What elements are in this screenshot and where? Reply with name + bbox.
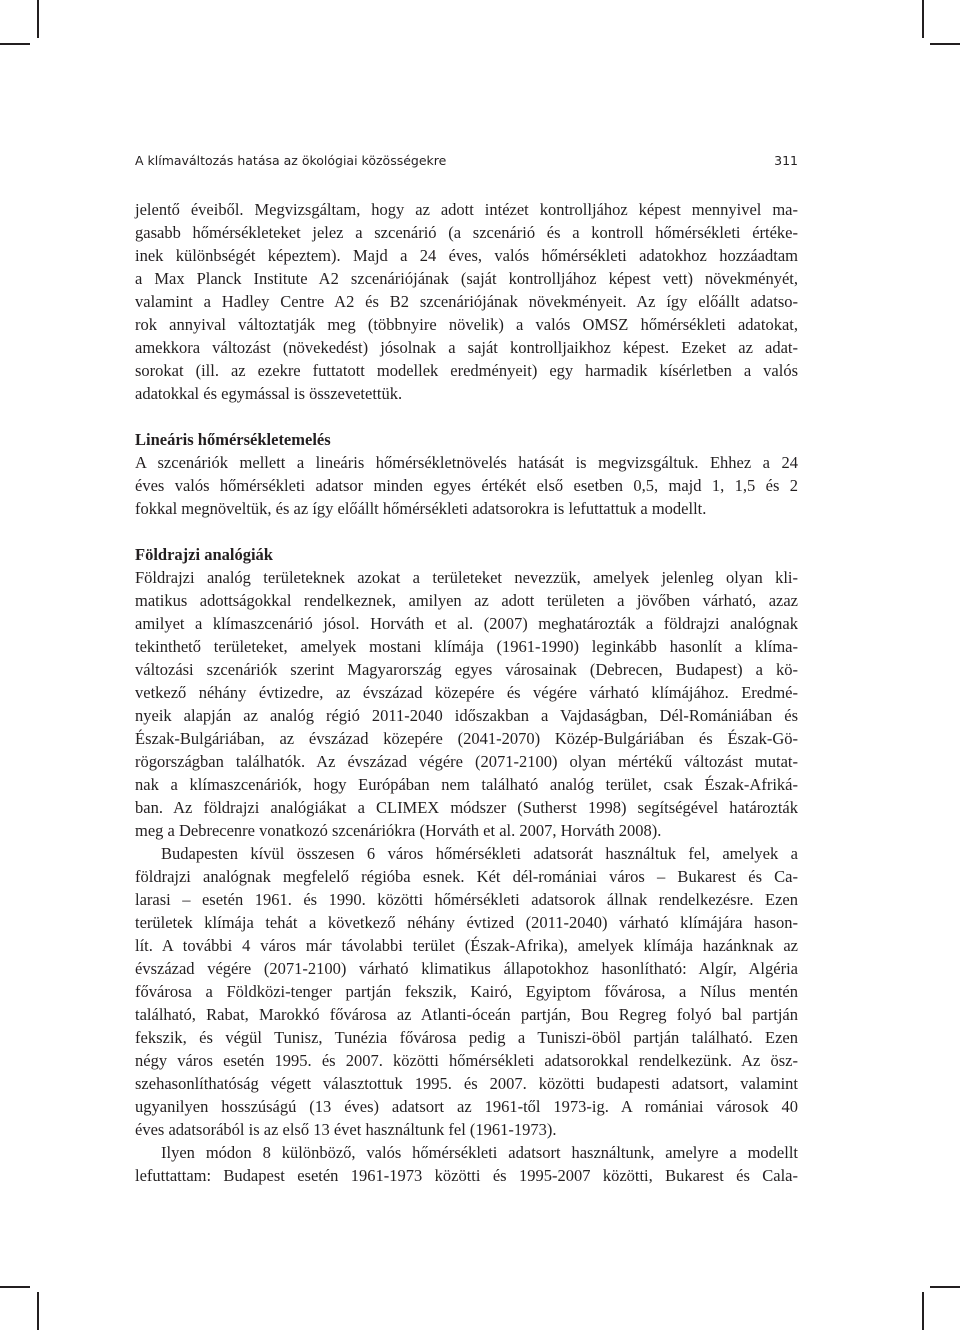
paragraph (135, 1141, 798, 1187)
text-line: ban. Az földrajzi analógiákat a CLIMEX módszer (Sutherst 1998) segítségével határozták (135, 798, 798, 817)
section-gap (135, 405, 798, 428)
crop-mark (37, 0, 39, 38)
page-body (135, 198, 798, 1187)
text-line: éves adatsorából is az első 13 évet használtunk fel (1961-1973). (135, 1120, 557, 1139)
crop-mark (37, 1292, 39, 1330)
text-line: éves valós hőmérsékleti adatsor minden egyes értékét első esetben 0,5, majd 1, 1,5 és 2 (135, 476, 798, 495)
text-line: területek klímája tehát a következő néhány évtized (2011-2040) várható klímájára hason- (135, 913, 798, 932)
paragraph (135, 566, 798, 842)
text-line: található, Rabat, Marokkó fővárosa az Atlanti-óceán partján, Bou Regreg folyó bal partján (135, 1005, 798, 1024)
text-line: A szcenáriók mellett a lineáris hőmérsékletnövelés hatását is megvizsgáltuk. Ehhez a 24 (135, 453, 798, 472)
text-line: matikus adottságokkal rendelkeznek, amilyen az adott területen a jövőben várható, azaz (135, 591, 798, 610)
text-line: fekszik, és végül Tunisz, Tunézia fővárosa pedig a Tuniszi-öböl partján található. Ezen (135, 1028, 798, 1047)
text-line: nyeik alapján az analóg régió 2011-2040 időszakban a Vajdaságban, Dél-Romániában és (135, 706, 798, 725)
text-line: adatokkal és egymással is összevetettük. (135, 384, 403, 403)
text-line: meg a Debrecenre vonatkozó szcenáriókra (Horváth et al. 2007, Horváth 2008). (135, 821, 662, 840)
crop-mark (930, 43, 960, 45)
text-line: amekkora változást (növekedést) jósolnak a saját kontrolljaikhoz képest. Ezeket az adat- (135, 338, 798, 357)
section-gap (135, 520, 798, 543)
page-number: 311 (774, 153, 798, 168)
section-linear-warming (135, 428, 798, 520)
section-geographic-analogies (135, 543, 798, 1187)
section-heading: Lineáris hőmérsékletemelés (135, 430, 331, 449)
paragraph (135, 842, 798, 1141)
text-line: valamint a Hadley Centre A2 és B2 szcenáriójának növekményeit. Az így előállt adatso- (135, 292, 798, 311)
text-line: nak a klímaszcenáriók, hogy Európában nem található analóg terület, csak Észak-Afriká- (135, 775, 798, 794)
text-line: négy város esetén 1995. és 2007. közötti hőmérsékleti adatsorokkal rendelkezünk. Az ösz- (135, 1051, 798, 1070)
crop-mark (930, 1286, 960, 1288)
text-line: szehasonlíthatóság végett választottuk 1995. és 2007. közötti budapesti adatsort, valamint (135, 1074, 798, 1093)
text-line: a Max Planck Institute A2 szcenáriójának (saját kontrolljához képest vett) növekményét, (135, 269, 798, 288)
text-line: évszázad végére (2071-2100) várható klimatikus állapotokhoz hasonlítható: Algír, Algéria (135, 959, 798, 978)
text-line: földrajzi analógnak megfelelő régióba esnek. Két dél-romániai város – Bukarest és Ca- (135, 867, 798, 886)
text-line: jelentő éveiből. Megvizsgáltam, hogy az adott intézet kontrolljához képest mennyivel ma- (135, 200, 798, 219)
text-line: rögországban találhatók. Az évszázad végére (2071-2100) olyan mértékű változást mutat- (135, 752, 798, 771)
text-line: változási szcenáriók szerint Magyarország egyes városainak (Debrecen, Budapest) a kö- (135, 660, 798, 679)
running-header (135, 153, 798, 173)
crop-mark (0, 43, 30, 45)
text-line: Ilyen módon 8 különböző, valós hőmérsékleti adatsort használtunk, amelyre a modellt (161, 1143, 798, 1162)
text-line: rok annyival változtatják meg (többnyire növelik) a valós OMSZ hőmérsékleti adatokat, (135, 315, 798, 334)
text-line: fokkal megnöveltük, és az így előállt hőmérsékleti adatsorokra is lefuttattuk a modellt. (135, 499, 707, 518)
running-title: A klímaváltozás hatása az ökológiai közösségekre (135, 153, 447, 168)
crop-mark (922, 0, 924, 38)
text-line: amilyet a klímaszcenárió jósol. Horváth et al. (2007) meghatározták a földrajzi analógnak (135, 614, 798, 633)
text-line: vetkező néhány évtizedre, az évszázad közepére és végére várható klímájához. Eredmé- (135, 683, 798, 702)
text-line: fővárosa a Földközi-tenger partján fekszik, Kairó, Egyiptom fővárosa, a Nílus mentén (135, 982, 798, 1001)
text-line: inek különbségét képeztem). Majd a 24 éves, valós hőmérsékleti adatokhoz hozzáadtam (135, 246, 798, 265)
text-line: tekinthető területeket, amelyek mostani klímája (1961-1990) leginkább hasonlít a klíma- (135, 637, 798, 656)
text-line: gasabb hőmérsékleteket jelez a szcenárió (a szcenárió és a kontroll hőmérsékleti értéke- (135, 223, 798, 242)
text-line: Budapesten kívül összesen 6 város hőmérsékleti adatsorát használtuk fel, amelyek a (161, 844, 798, 863)
text-line: Földrajzi analóg területeknek azokat a területeket nevezzük, amelyek jelenleg olyan kli- (135, 568, 798, 587)
text-line: lefuttattam: Budapest esetén 1961-1973 közötti és 1995-2007 közötti, Bukarest és Cala- (135, 1166, 798, 1185)
text-line: ugyanilyen hosszúságú (13 éves) adatsort az 1961-től 1973-ig. A romániai városok 40 (135, 1097, 798, 1116)
text-line: sorokat (ill. az ezekre futtatott modellek eredményeit) egy harmadik kísérletben a valós (135, 361, 798, 380)
section-heading: Földrajzi analógiák (135, 545, 273, 564)
crop-mark (922, 1292, 924, 1330)
text-line: larasi – esetén 1961. és 1990. közötti hőmérsékleti adatsorok állnak rendelkezésre. Ezen (135, 890, 798, 909)
text-line: Észak-Bulgáriában, az évszázad közepére (2041-2070) Közép-Bulgáriában és Észak-Gö- (135, 729, 798, 748)
paragraph-intro (135, 198, 798, 405)
text-line: lít. A további 4 város már távolabbi terület (Észak-Afrika), amelyek klímája hazánknak az (135, 936, 798, 955)
crop-mark (0, 1286, 30, 1288)
